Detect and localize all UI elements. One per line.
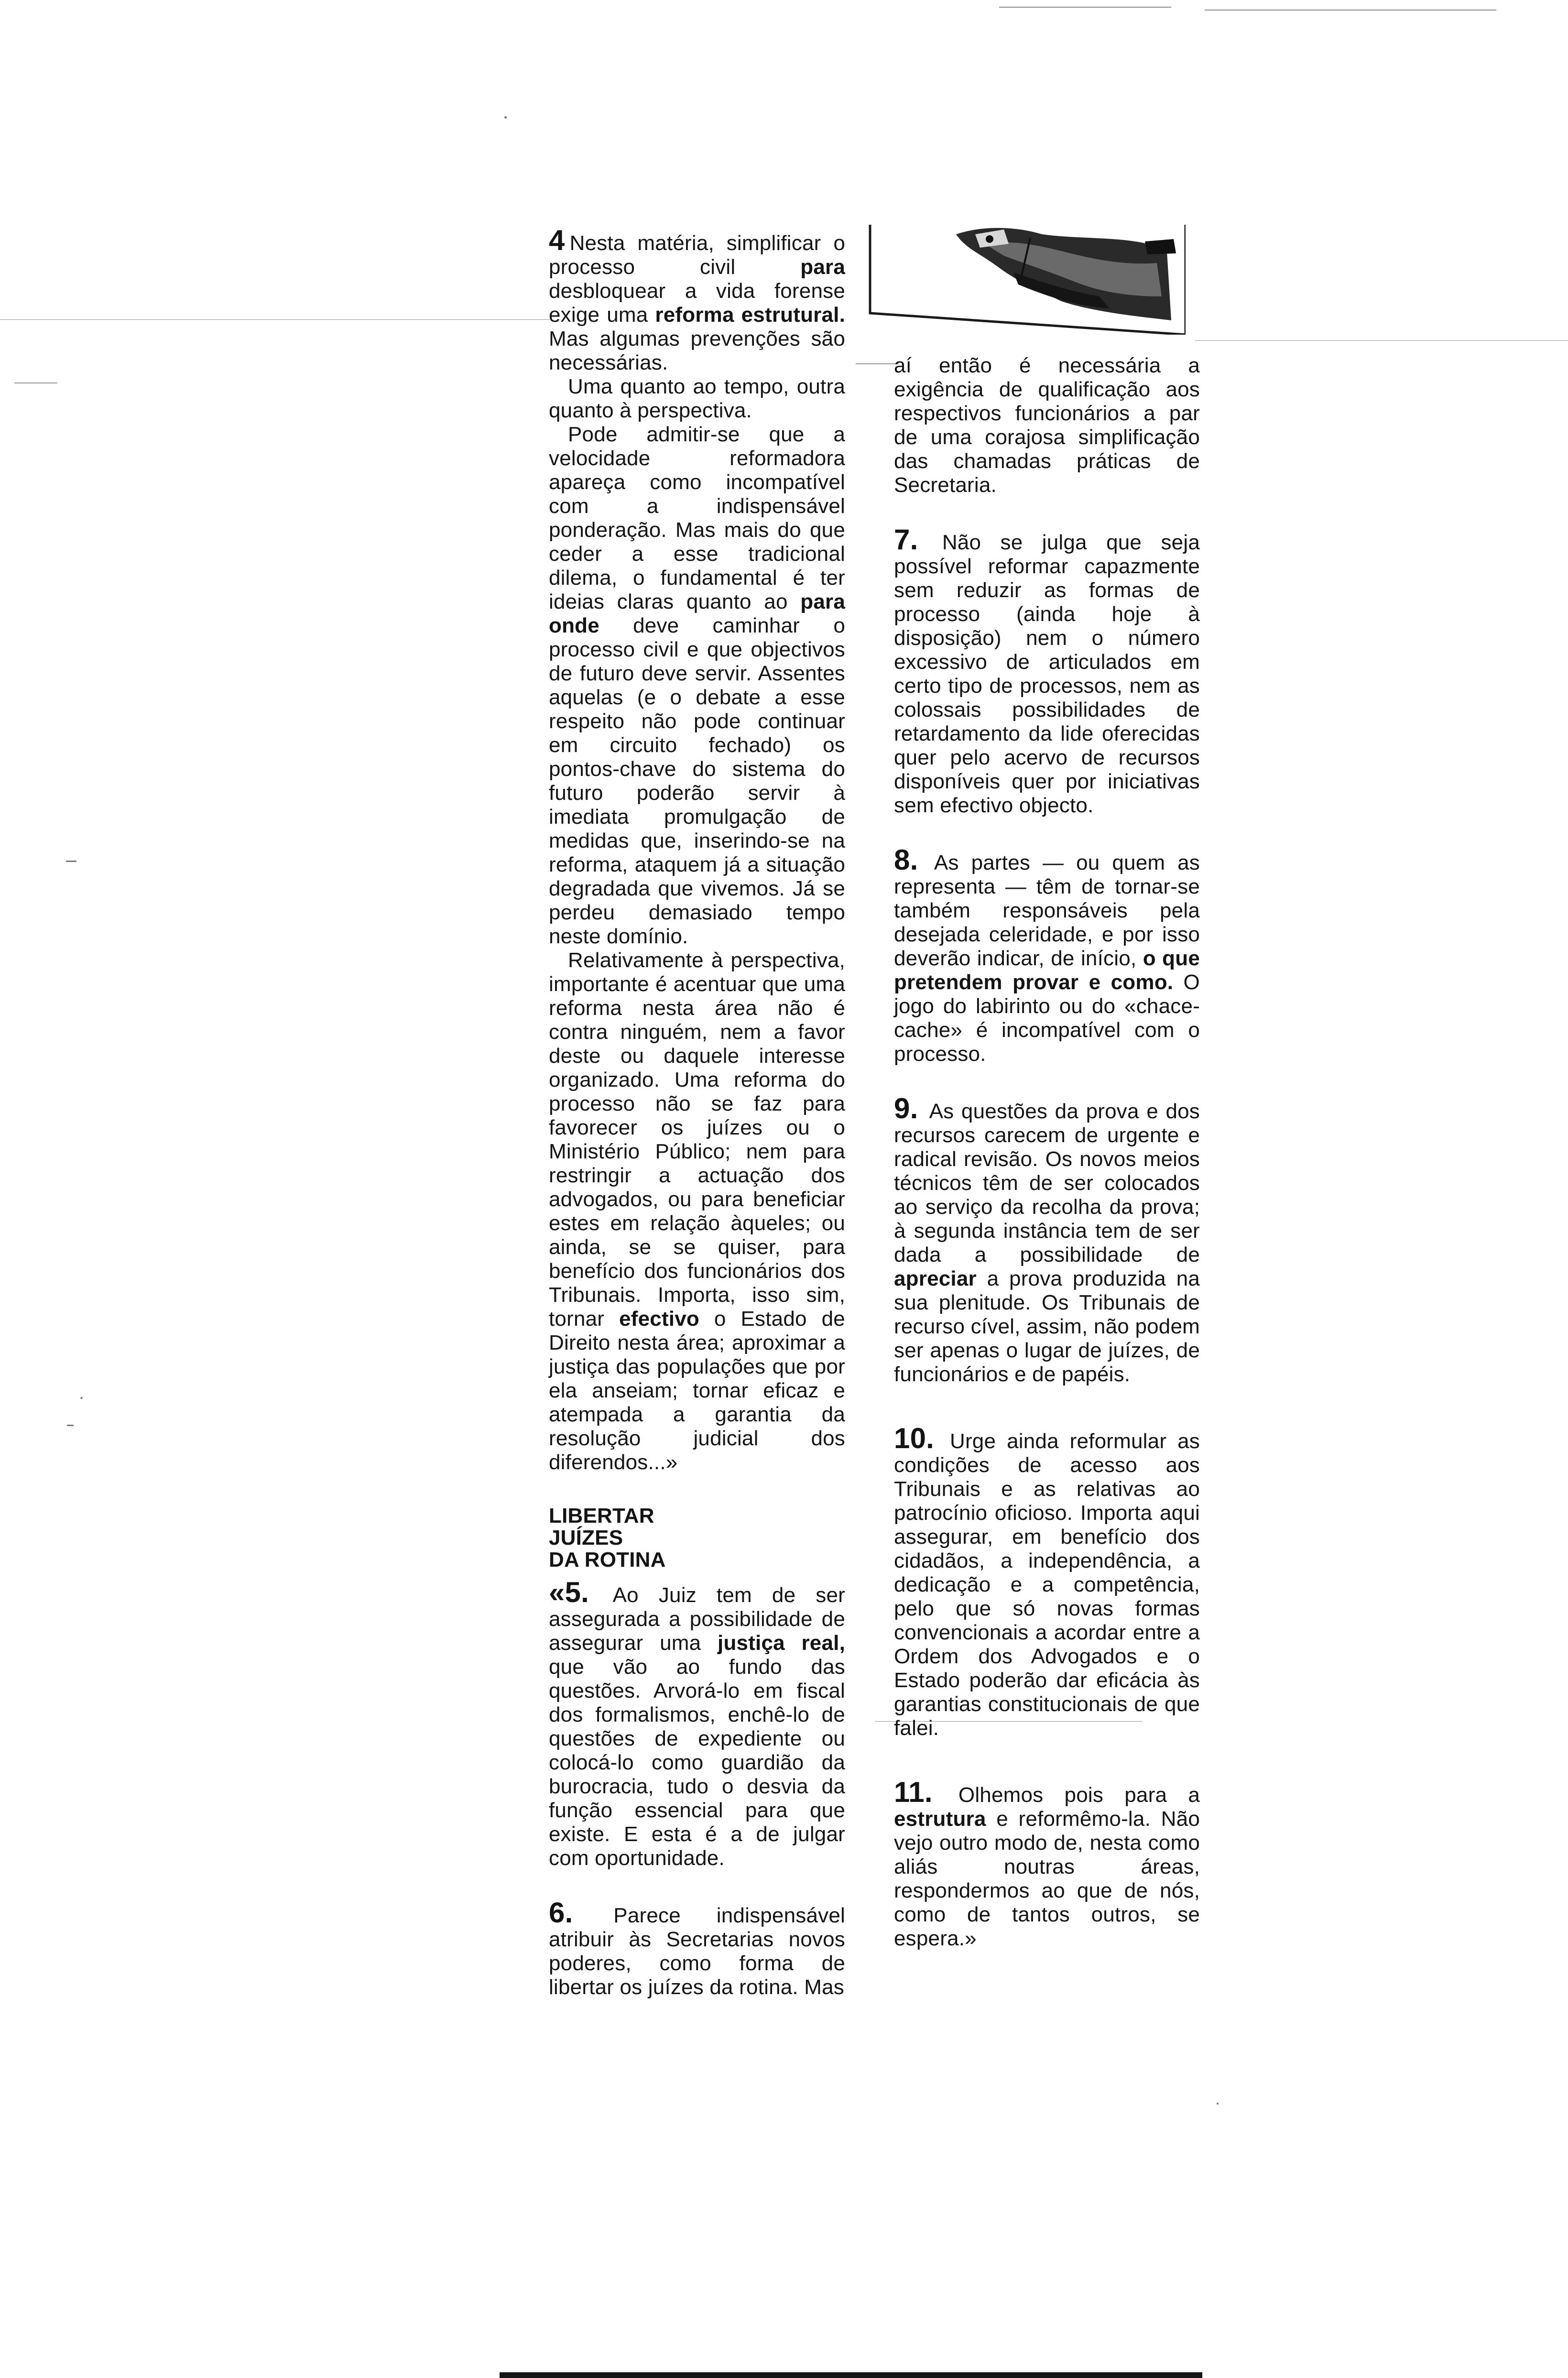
paragraph-10: 10. Urge ainda reformular as condições de acesso aos Tribunais e as relativas ao patrocínio oficioso. Importa aqui assegurar, em benefício dos cidadãos, a independência, a dedicação e a competência, pelo que só novas formas convencionais a acordar entre a Ordem dos Advogados e o Estado poderão dar eficácia às garantias constitucionais de que falei. bbox=[894, 1422, 1200, 1740]
speck bbox=[66, 861, 76, 862]
paragraph-4: 4 Nesta matéria, simplificar o processo civil para desbloquear a vida forense exige uma reforma estrutural. Mas algumas prevenções são necessárias. bbox=[549, 224, 845, 374]
fold-line bbox=[14, 382, 57, 383]
paragraph-11: 11. Olhemos pois para a estrutura e reformêmo-la. Não vejo outro modo de, nesta como aliás noutras áreas, respondermos ao que de nós, como de tantos outros, se espera.» bbox=[894, 1776, 1200, 1950]
article-column-left bbox=[549, 224, 845, 1999]
paragraph-number: 4 bbox=[549, 224, 565, 256]
paragraph-9: 9. As questões da prova e dos recursos carecem de urgente e radical revisão. Os novos meios técnicos têm de ser colocados ao serviço da recolha da prova; à segunda instância tem de ser dada a possibilidade de apreciar a prova produzida na sua plenitude. Os Tribunais de recurso cível, assim, não podem ser apenas o lugar de juízes, de funcionários e de papéis. bbox=[894, 1092, 1200, 1386]
paragraph-number: 11. bbox=[894, 1776, 933, 1808]
paragraph-number: 9. bbox=[894, 1092, 918, 1124]
paragraph-speed: Pode admitir-se que a velocidade reformadora apareça como incompatível com a indispensável ponderação. Mas mais do que ceder a esse tradicional dilema, o fundamental é ter ideias claras quanto ao para onde deve caminhar o processo civil e que objectivos de futuro deve servir. Assentes aquelas (e o debate a esse respeito não pode continuar em circuito fechado) os pontos-chave do sistema do futuro poderão servir à imediata promulgação de medidas que, inserindo-se na reforma, ataquem já a situação degradada que vivemos. Já se perdeu demasiado tempo neste domínio. bbox=[549, 423, 845, 948]
paragraph-6-continued: aí então é necessária a exigência de qualificação aos respectivos funcionários a par de uma corajosa simplificação das chamadas práticas de Secretaria. bbox=[894, 354, 1200, 497]
paragraph-6: 6. Parece indispensável atribuir às Secretarias novos poderes, como forma de libertar os juízes da rotina. Mas bbox=[549, 1897, 845, 1999]
fold-line bbox=[1205, 10, 1496, 11]
paragraph-reform-scope: Relativamente à perspectiva, importante é acentuar que uma reforma nesta área não é contra ninguém, nem a favor deste ou daquele interesse organizado. Uma reforma do processo não se faz para favorecer os juízes ou o Ministério Público; nem para restringir a actuação dos advogados, ou para beneficiar estes em relação àqueles; ou ainda, se se quiser, para benefício dos funcionários dos Tribunais. Importa, isso sim, tornar efectivo o Estado de Direito nesta área; aproximar a justiça das populações que por ela anseiam; tornar eficaz e atempada a garantia da resolução judicial dos diferendos...» bbox=[549, 949, 845, 1474]
speck bbox=[504, 116, 507, 119]
speck bbox=[67, 1425, 74, 1426]
paragraph-number: 10. bbox=[894, 1422, 935, 1454]
paragraph-5: «5. Ao Juiz tem de ser assegurada a possibilidade de assegurar uma justiça real, que vão ao fundo das questões. Arvorá-lo em fiscal dos formalismos, enchê-lo de questões de expediente ou colocá-lo como guardião da burocracia, tudo o desvia da função essencial para que existe. E esta é a de julgar com oportunidade. bbox=[549, 1576, 845, 1870]
fold-line bbox=[1195, 340, 1568, 341]
section-heading: LIBERTAR JUÍZES DA ROTINA bbox=[549, 1504, 666, 1571]
fold-line bbox=[999, 7, 1171, 8]
speck bbox=[1217, 2103, 1219, 2105]
paragraph-7: 7. Não se julga que seja possível reformar capazmente sem reduzir as formas de processo (ainda hoje à disposição) nem o número excessivo de articulados em certo tipo de processos, nem as colossais possibilidades de retardamento da lide oferecidas quer pelo acervo de recursos disponíveis quer por iniciativas sem efectivo objecto. bbox=[894, 524, 1200, 817]
paragraph-number: «5. bbox=[549, 1576, 589, 1608]
speck bbox=[80, 1397, 83, 1399]
paragraph-number: 8. bbox=[894, 844, 918, 876]
paragraph-number: 6. bbox=[549, 1897, 573, 1929]
fold-line bbox=[856, 363, 899, 364]
article-column-right bbox=[894, 354, 1200, 1951]
fold-line bbox=[0, 319, 550, 320]
article-end-rule bbox=[500, 2372, 1202, 2378]
photo-fragment bbox=[860, 225, 1186, 335]
paragraph-8: 8. As partes — ou quem as representa — têm de tornar-se também responsáveis pela desejada celeridade, e por isso deverão indicar, de início, o que pretendem provar e como. O jogo do labirinto ou do «chace-cache» é incompatível com o processo. bbox=[894, 844, 1200, 1066]
paragraph-number: 7. bbox=[894, 524, 918, 556]
paragraph-perspective: Uma quanto ao tempo, outra quanto à perspectiva. bbox=[549, 375, 845, 422]
